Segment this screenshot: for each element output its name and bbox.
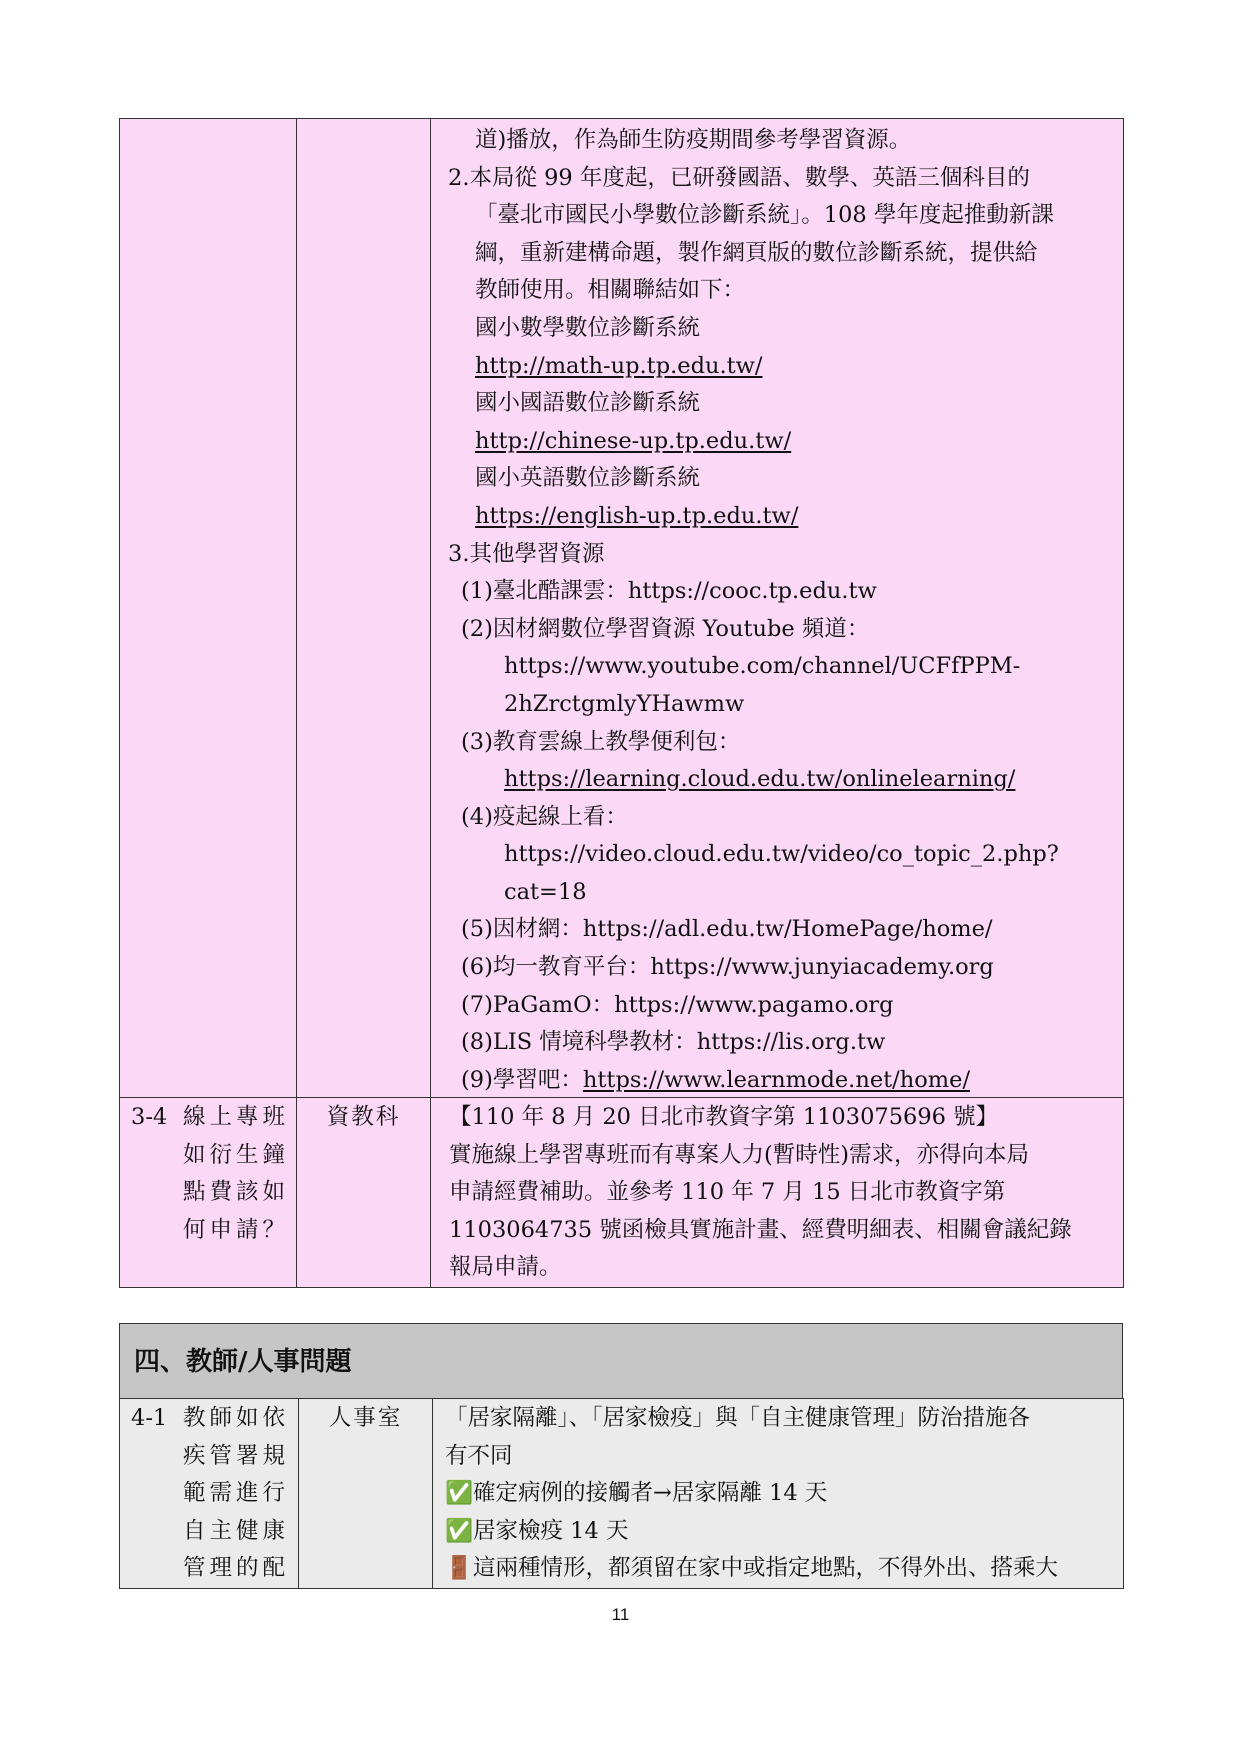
resource-text: https://video.cloud.edu.tw/video/co_topic_2.php?: [504, 841, 1059, 868]
question-line: 點費該如: [183, 1179, 290, 1206]
resource-line: [431, 611, 1123, 649]
resource-line: [431, 911, 1123, 949]
resource-text: https://www.youtube.com/channel/UCFfPPM-: [504, 653, 1021, 680]
resource-text: 教師使用。相關聯結如下：: [475, 277, 746, 304]
resource-text: 道)播放，作為師生防疫期間參考學習資源。: [475, 127, 912, 153]
resource-link-line: [431, 498, 1123, 536]
resource-text: (9)學習吧：: [461, 1066, 583, 1093]
resource-line: [431, 686, 1123, 724]
resource-line: [431, 724, 1123, 762]
department-name: 資教科: [326, 1104, 401, 1130]
question-line: 管理的配: [183, 1555, 290, 1582]
faq-table-4-1: [119, 1398, 1124, 1589]
resource-line: [431, 949, 1123, 987]
resource-line: [431, 648, 1123, 686]
resource-link[interactable]: https://learning.cloud.edu.tw/onlinelearning/: [504, 766, 1016, 793]
resource-text: 2.本局從 99 年度起，已研發國語、數學、英語三個科目的: [448, 164, 1030, 191]
section-title: 四、教師/人事問題: [134, 1347, 352, 1377]
resource-line: [431, 122, 1123, 160]
resource-line: [431, 799, 1123, 837]
question-line: [120, 1099, 296, 1137]
answer-line: 申請經費補助。並參考 110 年 7 月 15 日北市教資字第: [449, 1179, 1006, 1206]
question-number: 3-4: [131, 1104, 168, 1130]
resource-text: 國小國語數位診斷系統: [475, 390, 701, 417]
department-name: 人事室: [328, 1405, 403, 1431]
resource-text: 2hZrctgmlyYHawmw: [504, 690, 745, 717]
resource-link[interactable]: https://www.learnmode.net/home/: [582, 1066, 971, 1093]
answer-line: 1103064735 號函檢具實施計畫、經費明細表、相關會議紀錄: [449, 1216, 1072, 1243]
resource-text: 國小數學數位診斷系統: [475, 314, 701, 341]
resource-text: 綱，重新建構命題，製作網頁版的數位診斷系統，提供給: [475, 239, 1038, 266]
resource-text: cat=18: [504, 878, 587, 905]
question-cell-3-4: [120, 1098, 297, 1288]
resource-text: (5)因材網：https://adl.edu.tw/HomePage/home/: [461, 916, 993, 943]
resource-link-line: [431, 761, 1123, 799]
resource-line: [431, 536, 1123, 574]
continuation-table: [119, 118, 1124, 1100]
resource-line: [431, 836, 1123, 874]
resource-line: [431, 460, 1123, 498]
resource-line: [431, 385, 1123, 423]
resource-line: [431, 235, 1123, 273]
resource-text: (6)均一教育平台：https://www.junyiacademy.org: [461, 954, 994, 981]
resource-text: (1)臺北酷課雲：https://cooc.tp.edu.tw: [461, 578, 877, 605]
answer-line: 🚪這兩種情形，都須留在家中或指定地點，不得外出、搭乘大: [445, 1555, 1059, 1582]
resource-link-line: [431, 348, 1123, 386]
question-line: 範需進行: [183, 1480, 290, 1507]
resource-line: [431, 160, 1123, 198]
answer-line: 【110 年 8 月 20 日北市教資字第 1103075696 號】: [449, 1104, 999, 1130]
answer-cell-4-1: [433, 1399, 1124, 1589]
resource-text: (2)因材網數位學習資源 Youtube 頻道：: [461, 615, 870, 642]
question-line: [120, 1400, 298, 1438]
resource-line: [431, 310, 1123, 348]
resource-link[interactable]: https://english-up.tp.edu.tw/: [475, 502, 799, 529]
answer-line: 有不同: [445, 1442, 513, 1469]
resource-text: (4)疫起線上看：: [461, 803, 628, 830]
question-text: 線上專班: [183, 1104, 290, 1130]
department-cell-3-4: [297, 1098, 431, 1288]
resources-answer-cell: [431, 119, 1124, 1100]
question-number: 4-1: [131, 1405, 168, 1431]
answer-line: 實施線上學習專班而有專案人力(暫時性)需求，亦得向本局: [449, 1141, 1030, 1168]
resource-text: 3.其他學習資源: [448, 540, 605, 567]
question-line: 疾管署規: [183, 1442, 290, 1469]
resource-line: [431, 1024, 1123, 1062]
question-line: 如衍生鐘: [183, 1141, 290, 1168]
resource-line: [431, 197, 1123, 235]
page-number: 11: [611, 1605, 630, 1624]
resource-link-line: [431, 423, 1123, 461]
answer-line: ✅確定病例的接觸者→居家隔離 14 天: [445, 1480, 828, 1507]
answer-line: ✅居家檢疫 14 天: [445, 1517, 629, 1544]
resource-link[interactable]: http://math-up.tp.edu.tw/: [475, 352, 763, 379]
question-cell-empty: [120, 119, 297, 1100]
section-header: [119, 1323, 1123, 1399]
resource-line: [431, 573, 1123, 611]
resource-text: (8)LIS 情境科學教材：https://lis.org.tw: [461, 1029, 886, 1056]
question-line: 何申請？: [183, 1216, 290, 1243]
question-text: 教師如依: [183, 1405, 290, 1431]
resource-line: [431, 272, 1123, 310]
resource-line: [431, 987, 1123, 1025]
department-cell-4-1: [299, 1399, 433, 1589]
resource-text: (7)PaGamO：https://www.pagamo.org: [461, 991, 894, 1018]
resource-line: [431, 1062, 1123, 1100]
answer-cell-3-4: [431, 1098, 1124, 1288]
resource-text: 國小英語數位診斷系統: [475, 465, 701, 492]
answer-line: 報局申請。: [449, 1254, 562, 1281]
resource-text: (3)教育雲線上教學便利包：: [461, 728, 741, 755]
department-cell-empty: [297, 119, 431, 1100]
resource-link[interactable]: http://chinese-up.tp.edu.tw/: [475, 427, 792, 454]
faq-table-3-4: [119, 1097, 1124, 1288]
question-line: 自主健康: [183, 1517, 290, 1544]
question-cell-4-1: [120, 1399, 299, 1589]
resource-line: [431, 874, 1123, 912]
resource-text: 「臺北市國民小學數位診斷系統」。108 學年度起推動新課: [475, 202, 1054, 229]
answer-line: 「居家隔離」、「居家檢疫」與「自主健康管理」防治措施各: [445, 1405, 1031, 1431]
